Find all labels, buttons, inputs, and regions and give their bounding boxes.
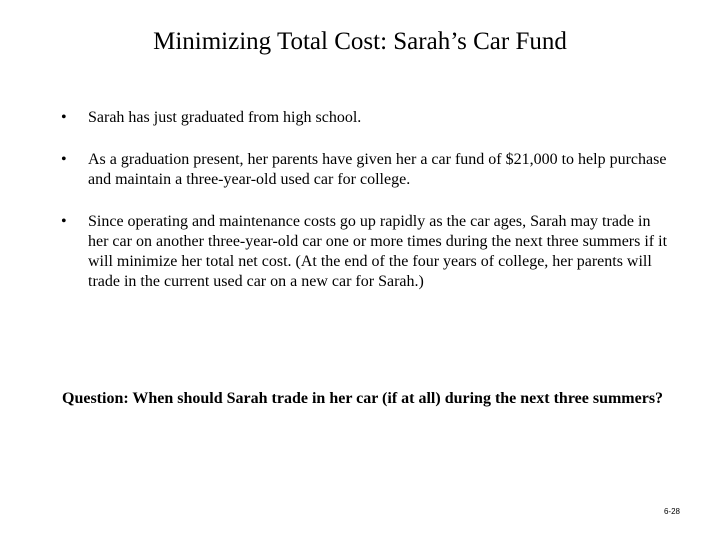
bullet-marker: •: [61, 213, 67, 230]
bullet-text: As a graduation present, her parents have given her a car fund of $21,000 to help purchase and maintain a three-year-old used car for college.: [88, 151, 667, 188]
slide-title: Minimizing Total Cost: Sarah’s Car Fund: [153, 28, 567, 55]
bullet-list: [61, 108, 671, 292]
bullet-item: [61, 108, 671, 128]
bullet-marker: •: [61, 109, 67, 126]
bullet-text: Since operating and maintenance costs go up rapidly as the car ages, Sarah may trade in her car on another three-year-old car one or more times during the next three summers if it will minimize her total net cost. (At the end of the four years of college, her parents will trade in the current used car on a new car for Sarah.): [88, 213, 668, 290]
bullet-item: [61, 150, 671, 190]
bullet-marker: •: [61, 151, 67, 168]
question-text: Question: When should Sarah trade in her car (if at all) during the next three summers?: [62, 390, 664, 407]
bullet-item: [61, 212, 671, 292]
bullet-text: Sarah has just graduated from high school.: [88, 109, 362, 126]
page-number: 6-28: [663, 507, 680, 516]
